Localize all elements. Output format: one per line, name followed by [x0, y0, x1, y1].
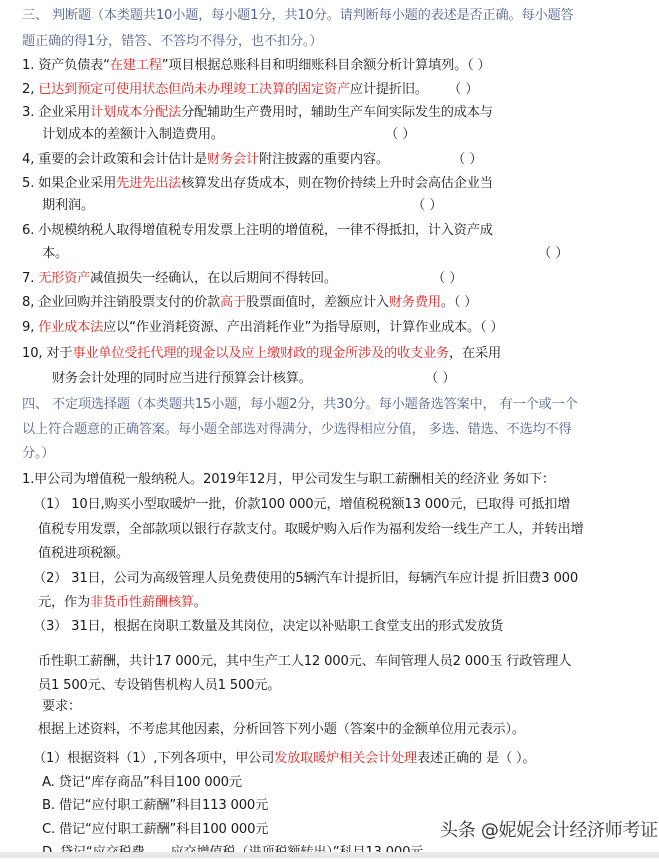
- requirement-text: 根据上述资料，不考虑其他因素，分析回答下列小题（答案中的金额单位用元表示）。: [38, 722, 525, 737]
- question-3-continuation: 计划成本的差额计入制造费用。: [42, 127, 224, 142]
- section4-heading-line3: 分。）: [22, 446, 55, 461]
- question-2: 2, 已达到预定可使用状态但尚未办理竣工决算的固定资产应计提折旧。: [22, 82, 428, 97]
- highlight: 高于: [220, 295, 246, 310]
- case-item3-line3: 员1 500元、专设销售机构人员1 500元。: [38, 678, 281, 693]
- question-3: 3. 企业采用计划成本分配法分配辅助生产费用时，辅助生产车间实际发生的成本与: [22, 105, 493, 120]
- option-a: A. 贷记“库存商品”科目100 000元: [42, 775, 242, 790]
- case-item2-line1: （2） 31日，公司为高级管理人员免费使用的5辆汽车计提折旧，每辆汽车应计提 折旧费3 000: [33, 571, 579, 586]
- question-6-continuation: 本。: [42, 246, 68, 261]
- question-5-continuation: 期利润。: [42, 198, 94, 213]
- case-item1-line2: 值税专用发票，全部款项以银行存款支付。取暖炉购入后作为福利发给一线生产工人，并转出增: [38, 522, 584, 537]
- highlight: 财务费用: [388, 295, 441, 310]
- highlight: 无形资产: [38, 271, 91, 286]
- question-5: 5. 如果企业采用先进先出法核算发出存货成本，则在物价持续上升时会高估企业当: [22, 176, 493, 191]
- highlight: 财务会计: [207, 152, 259, 167]
- highlight: 事业单位受托代理的现金以及应上缴财政的现金所涉及的收支业务: [72, 346, 449, 361]
- requirement-label: 要求：: [42, 699, 81, 714]
- section3-heading-line1: 三、 判断题（本类题共10小题，每小题1分，共10分。请判断每小题的表述是否正确。每小题答: [22, 8, 574, 23]
- bottom-edge: [0, 852, 659, 858]
- highlight: 计划成本分配法: [90, 105, 182, 120]
- answer-blank: （ ）: [538, 246, 569, 261]
- question-9: 9, 作业成本法应以“作业消耗资源、产出消耗作业”为指导原则，计算作业成本。（ ）: [22, 320, 504, 335]
- highlight: 先进先出法: [116, 176, 182, 191]
- question-6: 6. 小规模纳税人取得增值税专用发票上注明的增值税，一律不得抵扣，计入资产成: [22, 223, 493, 238]
- question-1: 1. 资产负债表“在建工程”项目根据总账科目和明细账科目余额分析计算填列。（ ）: [22, 58, 491, 73]
- watermark: 头条 @妮妮会计经济师考证: [440, 820, 658, 841]
- highlight: 已达到预定可使用状态但尚未办理竣工决算的固定资产: [38, 82, 350, 97]
- highlight: 作业成本法: [38, 320, 104, 335]
- highlight: 在建工程: [109, 58, 162, 73]
- answer-blank: （ ）: [452, 152, 483, 167]
- case-item2-line2: 元，作为非货币性薪酬核算。: [38, 595, 207, 610]
- case-item3-line1: （3） 31日，根据在岗职工数量及其岗位，决定以补贴职工食堂支出的形式发放货: [33, 619, 504, 634]
- option-c: C. 借记“应付职工薪酬”科目100 000元: [42, 822, 269, 837]
- answer-blank: （ ）: [432, 271, 463, 286]
- answer-blank: （ ）: [385, 127, 416, 142]
- case-item1-line3: 值税进项税额。: [38, 546, 129, 561]
- section4-heading-line1: 四、 不定项选择题（本类题共15小题，每小题2分，共30分。每小题备选答案中， 有一个或一个: [22, 397, 578, 412]
- question-10-continuation: 财务会计处理的同时应当进行预算会计核算。: [52, 371, 312, 386]
- question-8: 8, 企业回购并注销股票支付的价款高于股票面值时，差额应计入财务费用。（ ）: [22, 295, 478, 310]
- section3-heading-line2: 题正确的得1分，错答、不答均不得分，也不扣分。）: [22, 34, 323, 49]
- answer-blank: （ ）: [448, 82, 479, 97]
- option-b: B. 借记“应付职工薪酬”科目113 000元: [42, 798, 269, 813]
- case-intro: 1.甲公司为增值税一般纳税人。2019年12月，甲公司发生与职工薪酬相关的经济业 务如下：: [22, 472, 555, 487]
- case-item1-line1: （1） 10日,购买小型取暖炉一批，价款100 000元，增值税税额13 000元，已取得 可抵扣增: [33, 497, 571, 512]
- section4-heading-line2: 以上符合题意的正确答案。每小题全部选对得满分，少选得相应分值， 多选、错选、不选均不得: [22, 422, 572, 437]
- answer-blank: （ ）: [425, 371, 456, 386]
- case-item3-line2: 币性职工薪酬，共计17 000元，其中生产工人12 000元、车间管理人员2 000玉 行政管理人: [38, 654, 572, 669]
- highlight: 非货币性薪酬核算: [89, 595, 194, 610]
- question-4: 4, 重要的会计政策和会计估计是财务会计附注披露的重要内容。: [22, 152, 389, 167]
- question-10: 10, 对于事业单位受托代理的现金以及应上缴财政的现金所涉及的收支业务，在采用: [22, 346, 501, 361]
- sub-question-1: （1）根据资料（1）,下列各项中，甲公司发放取暖炉相关会计处理表述正确的 是（ ）。: [33, 751, 536, 766]
- answer-blank: （ ）: [412, 198, 443, 213]
- question-7: 7. 无形资产减值损失一经确认，在以后期间不得转回。: [22, 271, 337, 286]
- highlight: 发放取暖炉相关会计处理: [274, 751, 418, 766]
